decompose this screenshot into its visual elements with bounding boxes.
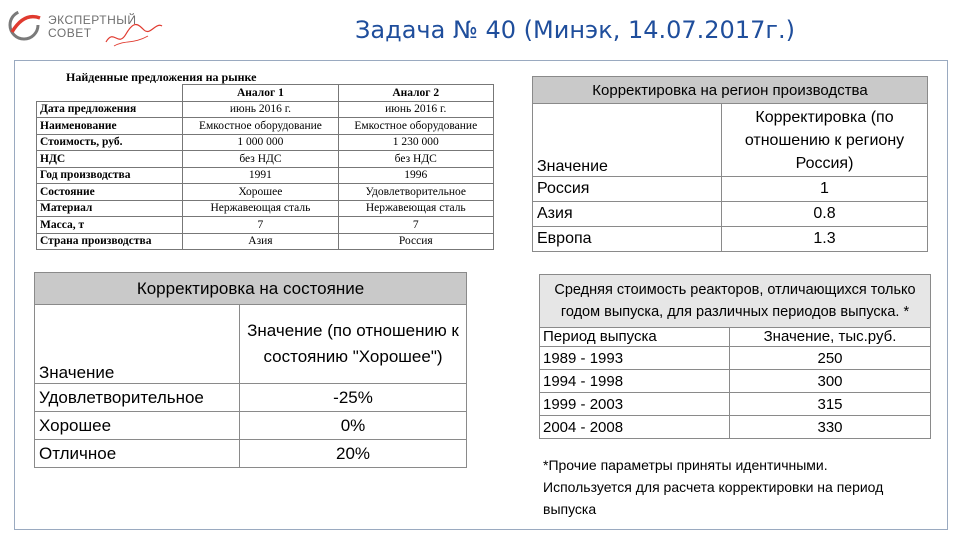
- condition-correction-table: [34, 272, 467, 468]
- table-row: [533, 227, 928, 252]
- logo-line-2: СОВЕТ: [48, 26, 92, 40]
- table-row: [37, 233, 494, 250]
- offers-row-label: Год производства: [37, 167, 183, 184]
- period-value: 330: [730, 416, 931, 439]
- condition-col-relative: Значение (по отношению к состоянию "Хорошее"): [240, 305, 467, 384]
- table-row: [37, 151, 494, 168]
- condition-value: 20%: [240, 440, 467, 468]
- table-row: [533, 202, 928, 227]
- offers-cell-analog-1: 1991: [183, 167, 338, 184]
- period-range: 1989 - 1993: [540, 347, 730, 370]
- table-row: [37, 217, 494, 234]
- offers-cell-analog-1: Хорошее: [183, 184, 338, 201]
- table-row: [37, 167, 494, 184]
- region-value: 0.8: [722, 202, 928, 227]
- region-name: Европа: [533, 227, 722, 252]
- logo-line-1: ЭКСПЕРТНЫЙ: [48, 13, 137, 27]
- condition-value: -25%: [240, 384, 467, 412]
- offers-cell-analog-2: 1 230 000: [338, 134, 493, 151]
- table-row: [35, 412, 467, 440]
- region-name: Россия: [533, 177, 722, 202]
- offers-cell-analog-1: Азия: [183, 233, 338, 250]
- region-value: 1: [722, 177, 928, 202]
- offers-row-label: Масса, т: [37, 217, 183, 234]
- offers-row-label: Материал: [37, 200, 183, 217]
- region-table-title: Корректировка на регион производства: [533, 77, 928, 104]
- period-col-period: Период выпуска: [540, 328, 730, 347]
- region-name: Азия: [533, 202, 722, 227]
- offers-cell-analog-1: июнь 2016 г.: [183, 101, 338, 118]
- table-row: [540, 393, 931, 416]
- condition-name: Удовлетворительное: [35, 384, 240, 412]
- period-value: 250: [730, 347, 931, 370]
- page-title: Задача № 40 (Минэк, 14.07.2017г.): [355, 16, 795, 44]
- table-row: [540, 347, 931, 370]
- offers-row-label: Наименование: [37, 118, 183, 135]
- period-cost-table: [539, 274, 931, 439]
- table-row: [35, 440, 467, 468]
- condition-value: 0%: [240, 412, 467, 440]
- period-footnote: *Прочие параметры приняты идентичными. Используется для расчета корректировки на период выпуска: [543, 457, 884, 517]
- offers-row-label: Дата предложения: [37, 101, 183, 118]
- offers-cell-analog-1: Нержавеющая сталь: [183, 200, 338, 217]
- period-range: 1999 - 2003: [540, 393, 730, 416]
- table-row: [37, 200, 494, 217]
- offers-cell-analog-2: Удовлетворительное: [338, 184, 493, 201]
- period-range: 2004 - 2008: [540, 416, 730, 439]
- offers-cell-analog-1: без НДС: [183, 151, 338, 168]
- region-col-value: Значение: [533, 104, 722, 177]
- period-value: 315: [730, 393, 931, 416]
- offers-cell-analog-2: 1996: [338, 167, 493, 184]
- offers-cell-analog-2: без НДС: [338, 151, 493, 168]
- condition-col-value: Значение: [35, 305, 240, 384]
- table-row: [37, 101, 494, 118]
- offers-cell-analog-2: Нержавеющая сталь: [338, 200, 493, 217]
- table-row: [540, 416, 931, 439]
- region-col-correction: Корректировка (по отношению к региону Россия): [722, 104, 928, 177]
- offers-row-label: Страна производства: [37, 233, 183, 250]
- offers-row-label: Стоимость, руб.: [37, 134, 183, 151]
- offers-cell-analog-1: 7: [183, 217, 338, 234]
- signature-scribble-icon: [104, 18, 164, 48]
- table-row: [540, 370, 931, 393]
- period-col-value: Значение, тыс.руб.: [730, 328, 931, 347]
- offers-header-analog-2: Аналог 2: [338, 85, 493, 102]
- period-table-title: Средняя стоимость реакторов, отличающихся только годом выпуска, для различных периодов выпуска. *: [540, 275, 931, 328]
- offers-table: [36, 84, 494, 250]
- offers-cell-analog-2: Россия: [338, 233, 493, 250]
- table-row: [533, 177, 928, 202]
- table-row: [37, 184, 494, 201]
- table-row: [35, 384, 467, 412]
- condition-name: Хорошее: [35, 412, 240, 440]
- offers-header-row: [37, 85, 494, 102]
- offers-cell-analog-1: 1 000 000: [183, 134, 338, 151]
- region-correction-table: [532, 76, 928, 252]
- table-row: [37, 134, 494, 151]
- period-range: 1994 - 1998: [540, 370, 730, 393]
- offers-cell-analog-2: 7: [338, 217, 493, 234]
- region-value: 1.3: [722, 227, 928, 252]
- offers-row-label: Состояние: [37, 184, 183, 201]
- period-value: 300: [730, 370, 931, 393]
- condition-table-title: Корректировка на состояние: [35, 273, 467, 305]
- table-row: [37, 118, 494, 135]
- offers-row-label: НДС: [37, 151, 183, 168]
- offers-header-empty: [37, 85, 183, 102]
- condition-name: Отличное: [35, 440, 240, 468]
- offers-caption: Найденные предложения на рынке: [66, 70, 257, 84]
- offers-cell-analog-2: Емкостное оборудование: [338, 118, 493, 135]
- offers-header-analog-1: Аналог 1: [183, 85, 338, 102]
- logo: [4, 4, 174, 50]
- offers-cell-analog-2: июнь 2016 г.: [338, 101, 493, 118]
- logo-swirl-icon: [4, 4, 46, 46]
- offers-cell-analog-1: Емкостное оборудование: [183, 118, 338, 135]
